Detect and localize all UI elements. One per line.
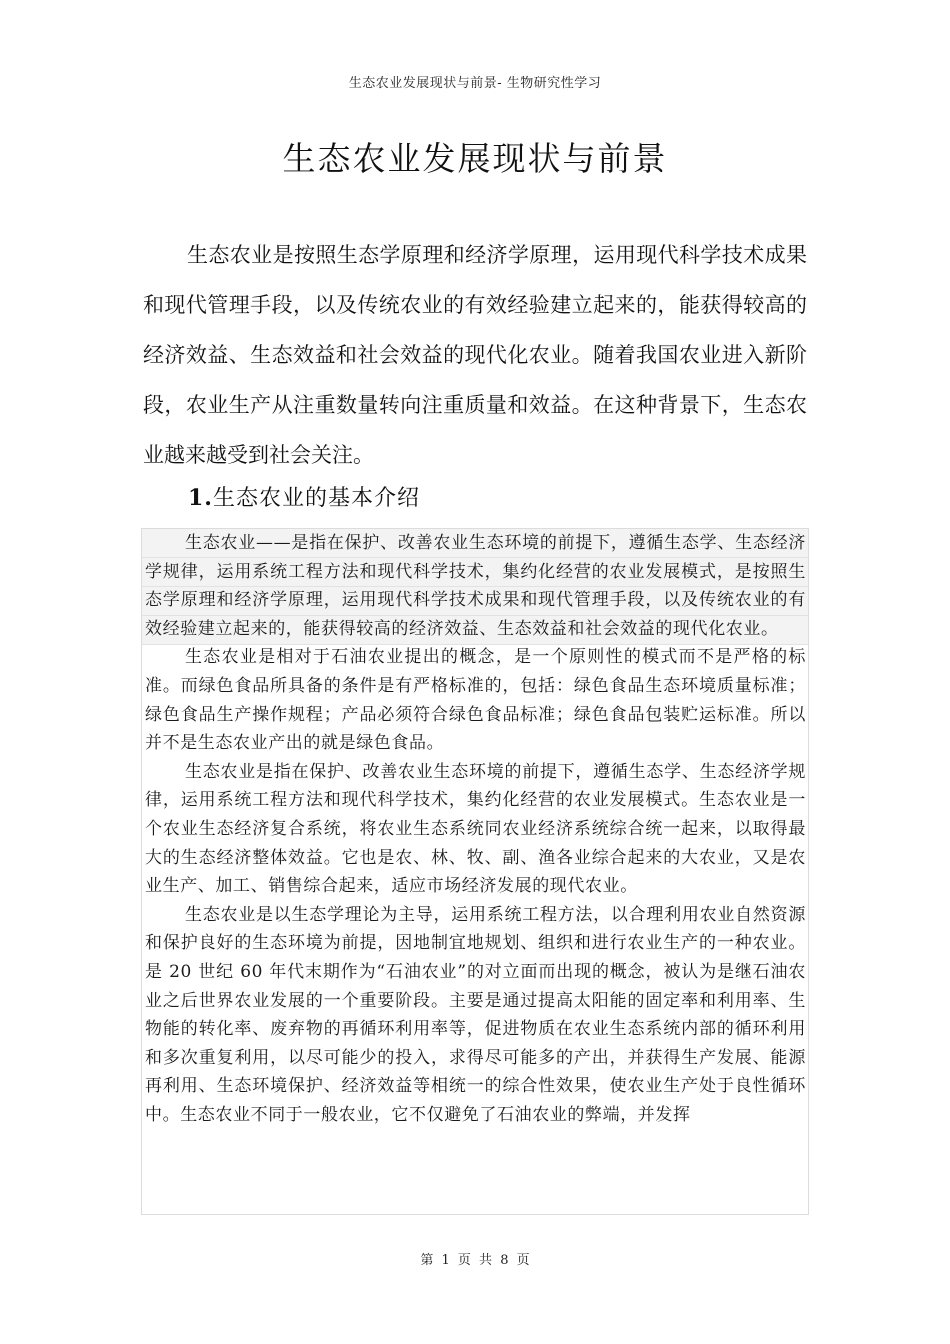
quoted-content-block [141,528,809,1215]
body-paragraph-4: 生态农业是以生态学理论为主导，运用系统工程方法，以合理利用农业自然资源和保护良好的生态环境为前提，因地制宜地规划、组织和进行农业生产的一种农业。是 20 世纪 60 年代末期作为“石油农业”的对立面而出现的概念，被认为是继石油农业之后世界农业发展的一个重要阶段。主要是通过提高太阳能的固定率和利用率、生物能的转化率、废弃物的再循环利用率等，促进物质在农业生态系统内部的循环利用和多次重复利用，以尽可能少的投入，求得尽可能多的产出，并获得生产发展、能源再利用、生态环境保护、经济效益等相统一的综合性效果，使农业生产处于良性循环中。生态农业不同于一般农业，它不仅避免了石油农业的弊端，并发挥 [145,904,806,1125]
section-heading [188,481,420,512]
page-number-footer: 第 1 页 共 8 页 [420,1253,530,1268]
running-header: 生态农业发展现状与前景- 生物研究性学习 [348,76,602,91]
body-paragraph-1: 生态农业——是指在保护、改善农业生态环境的前提下，遵循生态学、生态经济学规律，运用系统工程方法和现代科学技术，集约化经营的农业发展模式，是按照生态学原理和经济学原理，运用现代科学技术成果和现代管理手段，以及传统农业的有效经验建立起来的，能获得较高的经济效益、生态效益和社会效益的现代化农业。 [145,533,806,639]
document-title: 生态农业发展现状与前景 [282,139,668,178]
section-number: 1. [188,485,213,511]
body-paragraph-2: 生态农业是相对于石油农业提出的概念，是一个原则性的模式而不是严格的标准。而绿色食品所具备的条件是有严格标准的，包括：绿色食品生态环境质量标准；绿色食品生产操作规程；产品必须符合绿色食品标准；绿色食品包装贮运标准。所以并不是生态农业产出的就是绿色食品。 [145,647,806,754]
intro-paragraph: 生态农业是按照生态学原理和经济学原理，运用现代科学技术成果和现代管理手段，以及传统农业的有效经验建立起来的，能获得较高的经济效益、生态效益和社会效益的现代化农业。随着我国农业进入新阶段，农业生产从注重数量转向注重质量和效益。在这种背景下，生态农业越来越受到社会关注。 [143,243,807,467]
section-title: 生态农业的基本介绍 [212,486,420,511]
body-paragraph-3: 生态农业是指在保护、改善农业生态环境的前提下，遵循生态学、生态经济学规律，运用系统工程方法和现代科学技术，集约化经营的农业发展模式。生态农业是一个农业生态经济复合系统，将农业生态系统同农业经济系统综合统一起来，以取得最大的生态经济整体效益。它也是农、林、牧、副、渔各业综合起来的大农业，又是农业生产、加工、销售综合起来，适应市场经济发展的现代农业。 [145,761,806,897]
